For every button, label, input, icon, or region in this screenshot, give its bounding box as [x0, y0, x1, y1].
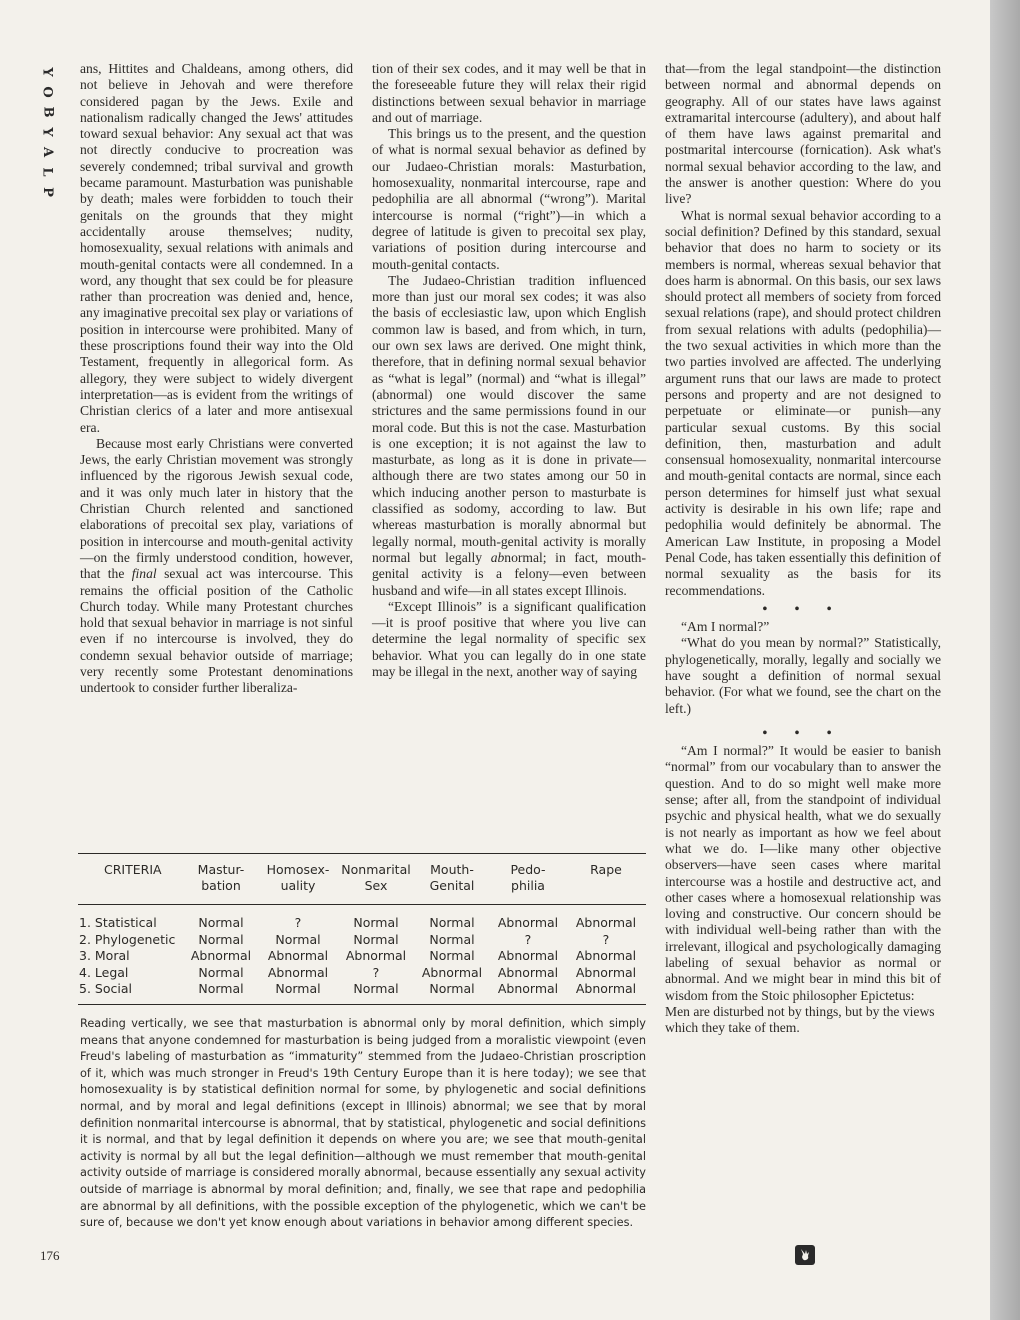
normality-chart	[78, 853, 646, 1005]
table-cell: Normal	[353, 915, 399, 930]
table-cell: Normal	[198, 915, 244, 930]
table-cell: ?	[294, 915, 302, 930]
spine-letter: O	[39, 86, 55, 98]
table-cell: Normal	[429, 915, 475, 930]
spine-letter: B	[40, 106, 55, 118]
row-label: 3. Moral	[79, 948, 130, 963]
row-label: 1. Statistical	[79, 915, 157, 930]
table-cell: Normal	[275, 931, 321, 947]
column-header: Mastur- bation	[197, 862, 245, 893]
paragraph: Because most early Christians were converted Jews, the early Christian movement was strongly influenced by the rigorous Jewish sexual code, and it was only much later in history that the Christian Church relented and sanctioned elaborations of precoital sex play, variations of position in intercourse and mouth-genital activity—on the firmly understood condition, however, that the final sexual act was intercourse. This remains the official position of the Catholic Church today. While many Protestant churches hold that sexual behavior in marriage is not sinful even if no intercourse is involved, they do condemn sexual behavior outside of marriage; very recently some Protestant denominations undertook to consider further liberaliza-	[80, 435, 353, 696]
column-header: Nonmarital Sex	[341, 862, 411, 893]
table-row	[78, 981, 646, 998]
column-header: CRITERIA	[104, 862, 162, 877]
paragraph: What is normal sexual behavior according to a social definition? Defined by this standard, sexual behavior that does no harm to society or its members is normal, whereas sexual behavior that does harm is abnormal. On this basis, our sex laws should protect all members of society from forced sexual relations (rape), and should protect children from sexual relations with adults (pedophilia)—the two sexual activities in which more than the two parties involved are affected. The underlying argument runs that our laws are made to protect persons and property and are not designed to perpetuate or eliminate—or punish—any particular sexual customs. By this social definition, then, masturbation and adult consensual homosexuality, nonmarital intercourse and mouth-genital contacts are normal, since each person determines for himself just what sexual activity is desirable in his own life; rape and pedophilia would definitely be abnormal. The American Law Institute, in proposing a Model Penal Code, has taken essentially this definition of normal sexuality as the basis for its recommendations.	[665, 207, 941, 598]
row-label: 2. Phylogenetic	[79, 931, 176, 947]
column-header: Homosex- uality	[266, 862, 330, 893]
table-row	[78, 948, 646, 965]
table-cell: Normal	[353, 981, 399, 996]
spine-letter: Y	[40, 67, 55, 77]
epictetus-quote: Men are disturbed not by things, but by the views which they take of them.	[665, 1003, 935, 1036]
row-label: 4. Legal	[79, 964, 129, 980]
table-cell: Abnormal	[267, 948, 329, 963]
table-cell: Normal	[429, 931, 475, 947]
paragraph: that—from the legal standpoint—the distinction between normal and abnormal depends on geography. All of our states have laws against extramarital intercourse (adultery), and about half of them have laws against premarital and postmarital intercourse (fornication). Ask what's normal sexual behavior according to the law, and the answer is another question: Where do you live?	[665, 61, 941, 207]
table-cell: Abnormal	[497, 948, 559, 963]
column-header: Mouth- Genital	[429, 862, 475, 893]
paragraph: tion of their sex codes, and it may well be that in the foreseeable future they will relax their rigid distinctions between sexual behavior in marriage and out of marriage.	[372, 61, 646, 125]
row-label: 5. Social	[79, 981, 132, 996]
column-3	[665, 61, 941, 1037]
table-cell: ?	[372, 964, 380, 980]
table-cell: Abnormal	[421, 964, 483, 980]
column-1	[80, 61, 353, 697]
spine-letter: P	[40, 187, 55, 197]
paragraph: ans, Hittites and Chaldeans, among others, did not believe in Jehovah and were therefore considered pagan by the Jews. Exile and nationalism radically changed the Jews' attitudes toward sexual behavior: Any sexual act that was not directly conducive to procreation was severely condemned; tribal survival and growth became paramount. Masturbation was punishable by death; males were forbidden to touch their genitals on the grounds that they might accidentally arouse themselves; nudity, homosexuality, sexual relations with animals and mouth-genital contacts were all condemned. In a word, any thought that sex could be for pleasure rather than procreation was denied and, hence, any imaginative precoital sex play or variations of position in intercourse were prohibited. Many of these proscriptions found their way into the Old Testament, frequently in allegorical form. As allegory, they were subject to widely divergent interpretation—as is evident from the writings of Christian clerics of a later and more antisexual era.	[80, 61, 353, 435]
paragraph: “Am I normal?” It would be easier to banish “normal” from our vocabulary than to answer the question. And to do so might well make more sense; after all, from the standpoint of individual psychic and physical health, what we do sexually is not nearly as important as how we feel about what we do. I—like many other objective observers—have seen cases where marital intercourse was a hostile and destructive act, and other cases where a homosexual relationship was loving and constructive. Our concern should be with individual well-being rather than with the irrelevant, illogical and psychologically damaging labeling of sexual behavior as normal or abnormal. And we might bear in mind this bit of wisdom from the Stoic philosopher Epictetus:	[665, 743, 941, 1003]
table-cell: Normal	[198, 931, 244, 947]
paragraph: “What do you mean by normal?” Statistically, phylogenetically, morally, legally and socially we have sought a definition of normal sexual behavior. (For what we found, see the chart on the left.)	[665, 635, 941, 716]
table-cell: Normal	[198, 981, 244, 996]
spine-letter: Y	[40, 127, 55, 137]
table-cell: Abnormal	[497, 964, 559, 980]
table-cell: Abnormal	[190, 948, 252, 963]
rabbit-head-logo-icon	[795, 1245, 815, 1265]
column-header: Pedo- philia	[510, 862, 546, 893]
section-break: • • •	[762, 724, 844, 740]
table-cell: ?	[602, 931, 610, 947]
table-row	[78, 932, 646, 949]
column-2	[372, 61, 646, 680]
table-cell: Abnormal	[497, 981, 559, 996]
table-header-row	[78, 854, 646, 905]
paragraph: This brings us to the present, and the question of what is normal sexual behavior as defined by our Judaeo-Christian morals: Masturbation, homosexuality, nonmarital intercourse, rape and pedophilia are all abnormal (“wrong”). Marital intercourse is normal (“right”)—in which a degree of latitude is given to precoital sex play, variations of position during intercourse and mouth-genital contacts.	[372, 126, 646, 272]
paragraph: “Am I normal?”	[681, 619, 770, 635]
chart-caption: Reading vertically, we see that masturbation is abnormal only by moral definition, which simply means that anyone condemned for masturbation is being judged from a moralistic viewpoint (even Freud's labeling of masturbation as “immaturity” stemmed from the Judaeo-Christian proscription of it, which was much stronger in Freud's 19th Century Europe than it is here today); we see that homosexuality is by statistical definition normal for some, by phylogenetic and social definitions normal, and by moral and legal definitions (except in Illinois) abnormal; we see that by moral definition nonmarital intercourse is abnormal, that by statistical, phylogenetic and social definitions it is normal, and that by legal definition it depends on where you are; we see that mouth-genital activity is normal by all but the legal definition—although we must remember that mouth-genital activity outside of marriage is considered morally abnormal, because essentially any sexual activity outside of marriage is abnormal by moral definition; and, finally, we see that rape and pedophilia are abnormal by all definitions, with the possible exception of the phylogenetic, which we can't be sure of, because we don't yet know enough about variations in behavior among different species.	[80, 1017, 646, 1230]
spine-letter: L	[39, 167, 55, 177]
spine-letter: A	[40, 146, 55, 158]
table-cell: Normal	[429, 948, 475, 963]
paragraph: The Judaeo-Christian tradition influenced more than just our moral sex codes; it was also the basis of ecclesiastic law, upon which English common law is based, and from which, in turn, our own sex laws are derived. One might think, therefore, that in defining normal sexual behavior as “what is legal” (normal) and “what is illegal” (abnormal) one would discover the same strictures and the same permissions found in our moral code. But this is not the case. Masturbation is one exception; it is not against the law to masturbate, as long as it is done in private—although there are two states among our 50 in which inducing another person to masturbate is classified as sodomy, according to law. But whereas masturbation is morally abnormal but legally normal, mouth-genital activity is morally normal but legally abnormal; in fact, mouth-genital activity is a felony—even between husband and wife—in all states except Illinois.	[372, 272, 646, 598]
table-row	[78, 915, 646, 932]
column-header: Rape	[590, 862, 622, 877]
table-cell: Normal	[353, 931, 399, 947]
scan-border	[990, 0, 1020, 1320]
table-cell: ?	[524, 931, 532, 947]
magazine-spine-title	[36, 62, 58, 202]
table-cell: Abnormal	[497, 915, 559, 930]
criteria-table	[78, 854, 646, 998]
table-cell: Normal	[429, 981, 475, 996]
table-cell: Abnormal	[267, 964, 329, 980]
table-cell: Abnormal	[575, 948, 637, 963]
table-cell: Abnormal	[575, 915, 637, 930]
table-row	[78, 965, 646, 982]
table-cell: Normal	[198, 964, 244, 980]
section-break: • • •	[762, 600, 844, 616]
table-cell: Abnormal	[575, 981, 637, 996]
table-cell: Abnormal	[575, 964, 637, 980]
page-number: 176	[40, 1248, 60, 1263]
paragraph: “Except Illinois” is a significant qualification—it is proof positive that where you live can determine the legal normality of specific sex behavior. What you can legally do in one state may be illegal in the next, another way of saying	[372, 598, 646, 679]
table-cell: Abnormal	[345, 948, 407, 963]
chart-bottom-rule	[78, 1004, 646, 1005]
table-cell: Normal	[275, 981, 321, 996]
